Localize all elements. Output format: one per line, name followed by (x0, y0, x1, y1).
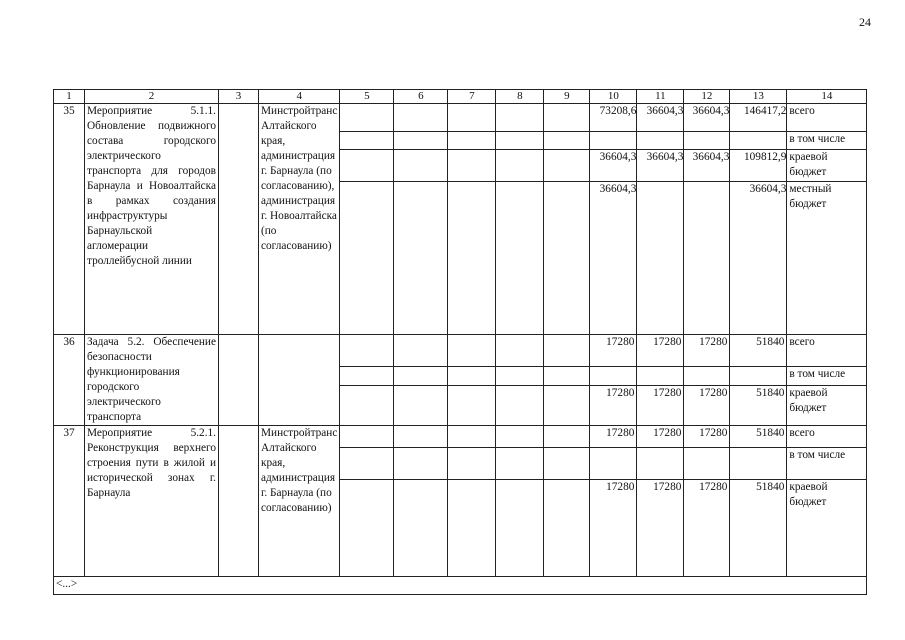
empty-cell (496, 132, 544, 150)
row-number: 35 (54, 104, 85, 335)
empty-cell (340, 150, 394, 182)
funding-source: краевой бюджет (787, 150, 867, 182)
value-cell: 17280 (590, 385, 637, 425)
page-number: 24 (859, 15, 871, 29)
program-table (53, 89, 867, 595)
empty-cell (544, 335, 590, 367)
empty-cell (684, 182, 730, 335)
empty-cell (637, 448, 684, 480)
empty-cell (448, 132, 496, 150)
value-cell: 17280 (684, 426, 730, 448)
table-row (54, 426, 867, 448)
empty-cell (340, 335, 394, 367)
empty-cell (394, 385, 448, 425)
empty-cell (544, 104, 590, 132)
value-cell: 17280 (684, 335, 730, 367)
empty-cell (448, 385, 496, 425)
empty-cell (730, 132, 787, 150)
funding-source: в том числе (787, 132, 867, 150)
funding-source: всего (787, 335, 867, 367)
funding-source: в том числе (787, 366, 867, 385)
value-cell: 36604,3 (637, 104, 684, 132)
empty-cell (448, 104, 496, 132)
empty-cell (219, 104, 259, 335)
empty-cell (394, 150, 448, 182)
header-col-4: 4 (259, 90, 340, 104)
header-col-3: 3 (219, 90, 259, 104)
empty-cell (394, 335, 448, 367)
empty-cell (590, 132, 637, 150)
empty-cell (544, 480, 590, 577)
empty-cell (219, 335, 259, 426)
empty-cell (496, 104, 544, 132)
empty-cell (496, 335, 544, 367)
empty-cell (448, 335, 496, 367)
continuation-marker: <...> (54, 577, 867, 595)
header-col-8: 8 (496, 90, 544, 104)
header-col-10: 10 (590, 90, 637, 104)
empty-cell (340, 480, 394, 577)
funding-source: краевой бюджет (787, 480, 867, 577)
empty-cell (448, 150, 496, 182)
empty-cell (544, 366, 590, 385)
funding-source: всего (787, 104, 867, 132)
header-col-2: 2 (85, 90, 219, 104)
empty-cell (637, 366, 684, 385)
empty-cell (340, 385, 394, 425)
value-cell: 17280 (637, 480, 684, 577)
empty-cell (340, 366, 394, 385)
empty-cell (544, 132, 590, 150)
empty-cell (394, 448, 448, 480)
row-number: 36 (54, 335, 85, 426)
empty-cell (730, 366, 787, 385)
empty-cell (544, 182, 590, 335)
empty-cell (637, 132, 684, 150)
empty-cell (448, 182, 496, 335)
measure-name: Мероприятие 5.2.1. Реконструкция верхнего строения пути в жилой и исторической зонах г. Барнаула (85, 426, 219, 577)
empty-cell (590, 448, 637, 480)
empty-cell (448, 366, 496, 385)
value-cell: 146417,2 (730, 104, 787, 132)
empty-cell (219, 426, 259, 577)
empty-cell (544, 385, 590, 425)
table-row (54, 335, 867, 367)
funding-source: в том числе (787, 448, 867, 480)
header-col-12: 12 (684, 90, 730, 104)
table-row (54, 104, 867, 132)
value-cell: 36604,3 (730, 182, 787, 335)
header-col-11: 11 (637, 90, 684, 104)
header-col-14: 14 (787, 90, 867, 104)
measure-name: Мероприятие 5.1.1. Обновление подвижного состава городского электрического транспорта для городов Барнаула и Новоалтайска в рамках создания инфраструктуры Барнаульской агломерации троллейбусной линии (85, 104, 219, 335)
header-col-7: 7 (448, 90, 496, 104)
value-cell: 17280 (637, 335, 684, 367)
empty-cell (496, 385, 544, 425)
continuation-row (54, 577, 867, 595)
empty-cell (496, 150, 544, 182)
header-col-6: 6 (394, 90, 448, 104)
value-cell: 36604,3 (684, 104, 730, 132)
value-cell: 17280 (637, 426, 684, 448)
header-col-1: 1 (54, 90, 85, 104)
empty-cell (340, 448, 394, 480)
value-cell: 17280 (590, 335, 637, 367)
funding-source: всего (787, 426, 867, 448)
value-cell: 51840 (730, 426, 787, 448)
task-name: Задача 5.2. Обеспечение безопасности функционирования городского электрического транспорта (85, 335, 219, 426)
funding-source: краевой бюджет (787, 385, 867, 425)
empty-cell (496, 366, 544, 385)
empty-cell (394, 132, 448, 150)
header-col-13: 13 (730, 90, 787, 104)
value-cell: 17280 (637, 385, 684, 425)
empty-cell (544, 448, 590, 480)
value-cell: 36604,3 (590, 150, 637, 182)
empty-cell (496, 182, 544, 335)
empty-cell (496, 448, 544, 480)
value-cell: 109812,9 (730, 150, 787, 182)
funding-source: местный бюджет (787, 182, 867, 335)
empty-cell (684, 448, 730, 480)
value-cell: 51840 (730, 335, 787, 367)
empty-cell (394, 182, 448, 335)
empty-cell (448, 426, 496, 448)
empty-cell (544, 426, 590, 448)
empty-cell (637, 182, 684, 335)
value-cell: 17280 (590, 480, 637, 577)
row-number: 37 (54, 426, 85, 577)
value-cell: 73208,6 (590, 104, 637, 132)
empty-cell (448, 480, 496, 577)
executor: Минстройтранс Алтайского края, администрация г. Барнаула (по согласованию) (259, 426, 340, 577)
value-cell: 36604,3 (684, 150, 730, 182)
value-cell: 51840 (730, 385, 787, 425)
value-cell: 51840 (730, 480, 787, 577)
empty-cell (590, 366, 637, 385)
empty-cell (340, 132, 394, 150)
executor: Минстройтранс Алтайского края, администрация г. Барнаула (по согласованию), администрация г. Новоалтайска (по согласованию) (259, 104, 340, 335)
empty-cell (684, 132, 730, 150)
table-header-row (54, 90, 867, 104)
empty-cell (394, 104, 448, 132)
empty-cell (394, 480, 448, 577)
empty-cell (340, 104, 394, 132)
value-cell: 36604,3 (590, 182, 637, 335)
empty-cell (394, 366, 448, 385)
header-col-9: 9 (544, 90, 590, 104)
empty-cell (259, 335, 340, 426)
empty-cell (544, 150, 590, 182)
value-cell: 17280 (684, 480, 730, 577)
value-cell: 17280 (684, 385, 730, 425)
empty-cell (496, 426, 544, 448)
empty-cell (730, 448, 787, 480)
empty-cell (448, 448, 496, 480)
header-col-5: 5 (340, 90, 394, 104)
value-cell: 17280 (590, 426, 637, 448)
empty-cell (340, 426, 394, 448)
empty-cell (340, 182, 394, 335)
empty-cell (684, 366, 730, 385)
empty-cell (394, 426, 448, 448)
value-cell: 36604,3 (637, 150, 684, 182)
empty-cell (496, 480, 544, 577)
